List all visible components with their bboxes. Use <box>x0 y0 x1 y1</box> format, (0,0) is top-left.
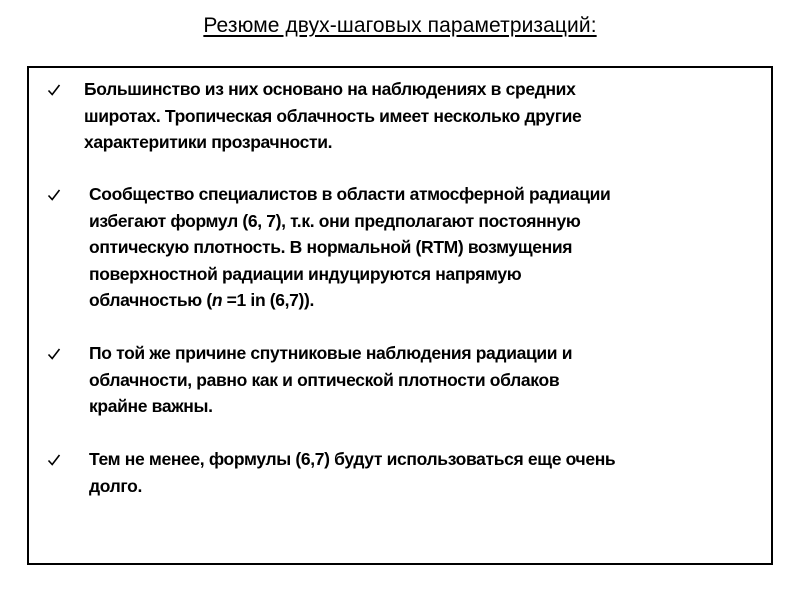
bullet-2-line-3: оптическую плотность. В нормальной (RTM) возмущения <box>89 237 573 257</box>
content-box <box>27 66 773 565</box>
bullet-4-line-2: долго. <box>89 475 142 496</box>
bullet-2-line-2: избегают формул (6, 7), т.к. они предполагают постоянную <box>89 210 581 231</box>
bullet-3-line-3: крайне важны. <box>89 396 213 416</box>
bullet-3-line-1: По той же причине спутниковые наблюдения радиации и <box>89 343 573 363</box>
bullet-1-line-2: широтах. Тропическая облачность имеет несколько другие <box>84 105 582 126</box>
bullet-2-line-4: поверхностной радиации индуцируются напрямую <box>89 263 522 284</box>
check-icon <box>46 184 62 206</box>
bullet-text-3 <box>89 340 739 420</box>
bullet-2-line-5 <box>89 290 314 310</box>
bullet-2-line-5-before: облачностью ( <box>89 290 212 310</box>
bullet-2-line-5-after: =1 in (6,7)). <box>222 290 315 310</box>
check-icon <box>46 449 62 471</box>
bullet-text-4 <box>89 446 739 499</box>
check-icon <box>46 343 62 365</box>
bullet-3-line-2: облачности, равно как и оптической плотности облаков <box>89 369 560 390</box>
bullet-2-line-1: Сообщество специалистов в области атмосферной радиации <box>89 184 611 204</box>
bullet-4-line-1: Тем не менее, формулы (6,7) будут использоваться еще очень <box>89 449 616 469</box>
bullet-text-2 <box>89 181 739 314</box>
bullet-1-line-3: характеритики прозрачности. <box>84 132 333 152</box>
bullet-text-1 <box>84 76 734 156</box>
slide-title: Резюме двух-шаговых параметризаций: <box>203 14 597 37</box>
bullet-1-line-1: Большинство из них основано на наблюдениях в средних <box>84 79 576 99</box>
variable-n: n <box>211 290 223 310</box>
check-icon <box>46 79 62 101</box>
